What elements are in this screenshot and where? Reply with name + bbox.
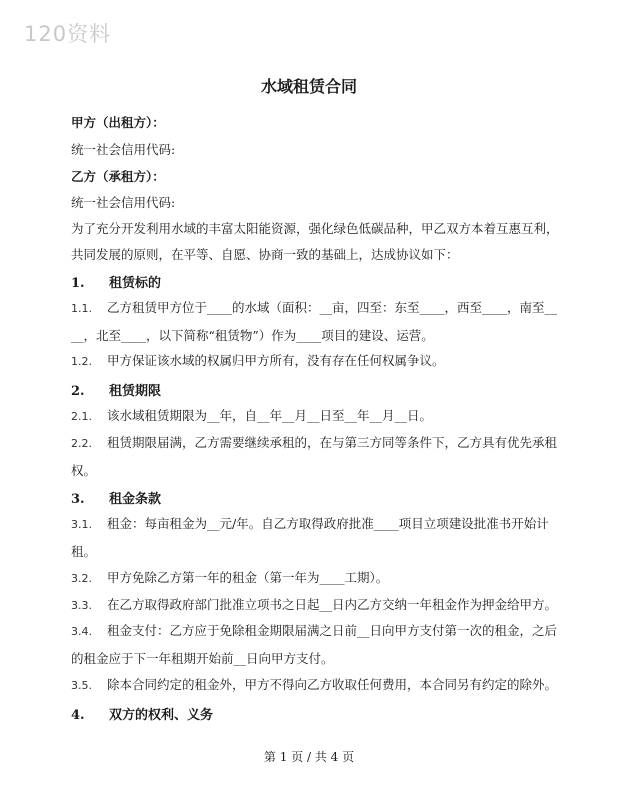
clause-number: 3.4. (71, 625, 92, 638)
clause-3-2 (71, 568, 558, 589)
clause-number: 2.1. (71, 410, 92, 423)
clause-text: 甲方保证该水域的权属归甲方所有，没有存在任何权属争议。 (107, 353, 445, 368)
clause-number: 3.2. (71, 572, 92, 585)
party-b-credit-code: 统一社会信用代码: (71, 195, 176, 210)
document-title: 水域租赁合同 (260, 77, 357, 96)
watermark: 120资料 (24, 22, 112, 46)
section-number: 1. (71, 276, 85, 291)
clause-text: 租金：每亩租金为__元/年。自乙方取得政府批准____项目立项建设批准书开始计 (107, 516, 549, 531)
clause-number: 3.1. (71, 518, 92, 531)
clause-text: __，北至____，以下简称“租赁物”）作为____项目的建设、运营。 (71, 328, 434, 343)
page-footer: 第 1 页 / 共 4 页 (263, 750, 355, 764)
clause-number: 3.3. (71, 599, 92, 612)
clause-text: 在乙方取得政府部门批准立项书之日起__日内乙方交纳一年租金作为押金给甲方。 (107, 597, 558, 612)
clause-text: 除本合同约定的租金外，甲方不得向乙方收取任何费用，本合同另有约定的除外。 (107, 677, 558, 692)
party-a-label: 甲方（出租方）： (71, 115, 165, 130)
clause-1-1 (71, 298, 558, 346)
clause-text: 甲方免除乙方第一年的租金（第一年为____工期）。 (107, 570, 389, 585)
intro-line-1: 为了充分开发利用水域的丰富太阳能资源，强化绿色低碳品种，甲乙双方本着互惠互利， (71, 221, 559, 236)
section-title: 租赁期限 (109, 384, 162, 399)
clause-text: 租赁期限届满，乙方需要继续承租的，在与第三方同等条件下，乙方具有优先承租 (107, 435, 558, 450)
clause-2-2 (71, 433, 558, 481)
section-heading (71, 272, 161, 291)
clause-text: 权。 (71, 463, 97, 478)
clause-number: 3.5. (71, 679, 92, 692)
clause-3-5 (71, 675, 558, 696)
clause-text: 该水域租赁期限为__年，自__年__月__日至__年__月__日。 (107, 408, 433, 423)
clause-text: 租。 (71, 544, 97, 559)
section-heading (71, 488, 161, 507)
party-b-label: 乙方（承租方）： (71, 169, 165, 184)
clause-number: 2.2. (71, 437, 92, 450)
section-number: 4. (71, 708, 85, 723)
clause-2-1 (71, 406, 558, 427)
section-heading (71, 380, 161, 399)
clause-3-3 (71, 595, 558, 616)
section-heading (71, 704, 213, 723)
clause-text: 乙方租赁甲方位于____的水域（面积：__亩，四至：东至____，西至____，南至__ (107, 300, 558, 315)
section-number: 2. (71, 384, 85, 399)
clause-text: 租金支付：乙方应于免除租金期限届满之日前__日向甲方支付第一次的租金，之后 (107, 623, 558, 638)
intro-line-2: 共同发展的原则，在平等、自愿、协商一致的基础上，达成协议如下： (71, 247, 459, 262)
clause-3-4 (71, 621, 558, 669)
section-number: 3. (71, 492, 85, 507)
section-title: 租金条款 (109, 492, 162, 507)
section-title: 双方的权利、义务 (109, 708, 214, 723)
section-title: 租赁标的 (109, 276, 162, 291)
party-a-credit-code: 统一社会信用代码: (71, 142, 176, 157)
clause-1-2 (71, 351, 558, 372)
clause-3-1 (71, 514, 558, 562)
clause-number: 1.1. (71, 302, 92, 315)
clause-number: 1.2. (71, 355, 92, 368)
clause-text: 的租金应于下一年租期开始前__日向甲方支付。 (71, 651, 334, 666)
